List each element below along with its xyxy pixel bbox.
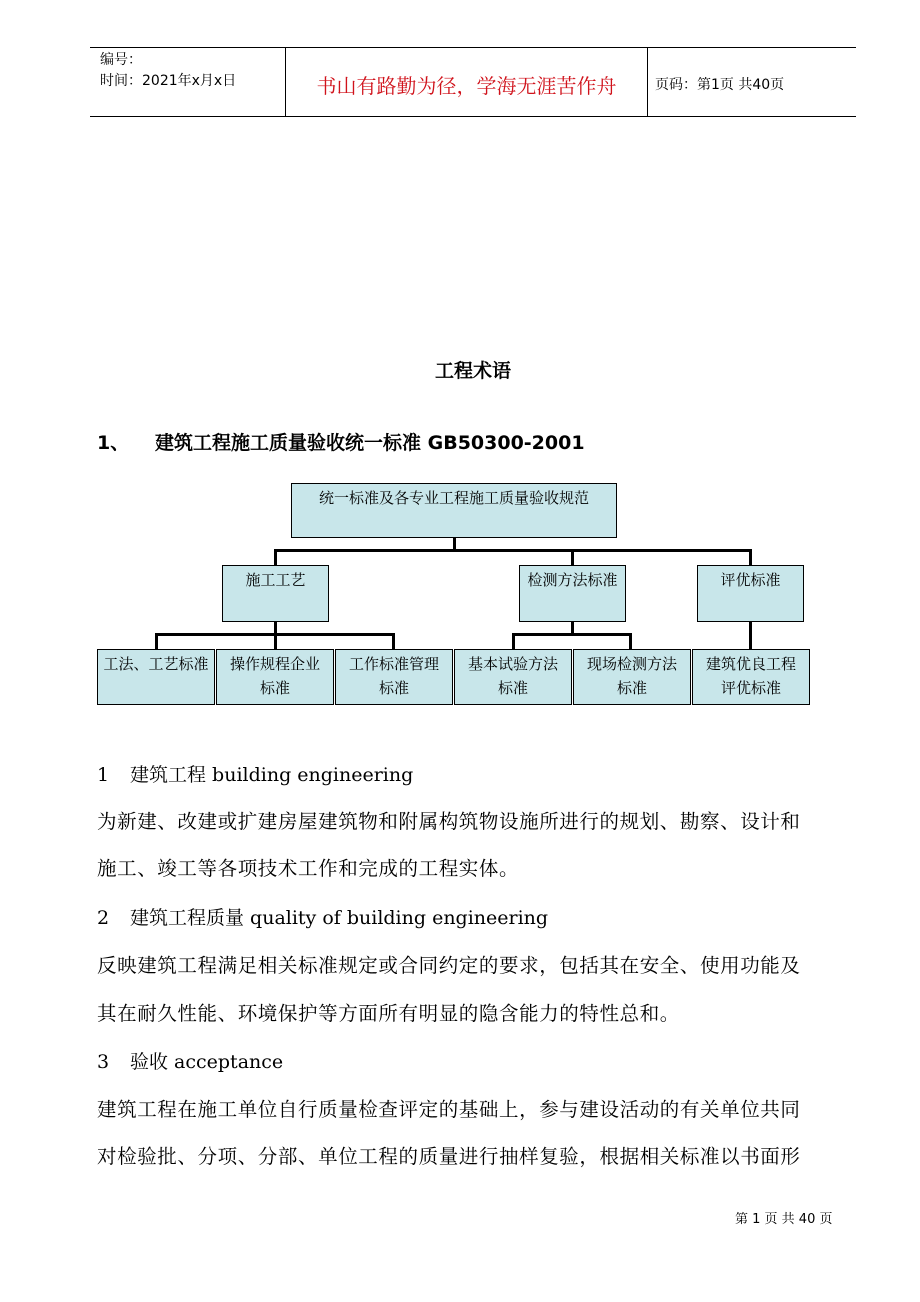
node-label: 基本试验方法 <box>467 655 558 673</box>
term-definition-line: 为新建、改建或扩建房屋建筑物和附属构筑物设施所进行的规划、勘察、设计和 <box>97 810 801 833</box>
node-label: 标准 <box>497 679 528 697</box>
connector <box>512 633 632 636</box>
diagram-root-node <box>291 483 617 538</box>
node-label: 评优标准 <box>720 679 781 697</box>
page-footer: 第 1 页 共 40 页 <box>735 1212 833 1227</box>
term-definition-line: 其在耐久性能、环境保护等方面所有明显的隐含能力的特性总和。 <box>97 1002 680 1025</box>
term-definition-line: 对检验批、分项、分部、单位工程的质量进行抽样复验，根据相关标准以书面形 <box>97 1145 801 1168</box>
node-label: 标准 <box>616 679 647 697</box>
node-label: 标准 <box>378 679 409 697</box>
term-number: 2 <box>97 907 110 929</box>
section-text: 建筑工程施工质量验收统一标准 GB50300-2001 <box>155 432 585 454</box>
diagram-node-method-standard <box>97 649 215 705</box>
node-label: 标准 <box>259 679 290 697</box>
node-label: 建筑优良工程 <box>705 655 796 673</box>
term-title: 建筑工程 building engineering <box>130 764 414 786</box>
term-number: 3 <box>97 1051 110 1073</box>
serial-label: 编号： <box>100 52 142 68</box>
node-label: 工法、工艺标准 <box>103 655 209 673</box>
term-title: 建筑工程质量 quality of building engineering <box>130 907 549 929</box>
header-page-info: 页码：第1页 共40页 <box>655 77 785 93</box>
term-definition-line: 施工、竣工等各项技术工作和完成的工程实体。 <box>97 857 520 880</box>
time-label: 时间：2021年x月x日 <box>100 73 237 89</box>
node-label: 工作标准管理 <box>348 655 439 673</box>
header-bottom-rule <box>90 116 856 117</box>
connector <box>629 633 632 650</box>
term-heading <box>97 1047 283 1074</box>
page-title: 工程术语 <box>434 360 511 382</box>
connector <box>274 633 277 650</box>
term-heading <box>97 903 548 930</box>
term-heading <box>97 760 413 787</box>
term-definition-line: 建筑工程在施工单位自行质量检查评定的基础上，参与建设活动的有关单位共同 <box>97 1098 801 1121</box>
diagram-node-excellence <box>697 565 804 622</box>
term-number: 1 <box>97 764 110 786</box>
diagram-node-basic-test-standard <box>454 649 572 705</box>
node-label: 检测方法标准 <box>527 571 618 589</box>
connector <box>749 549 752 566</box>
connector <box>155 633 158 650</box>
connector <box>571 549 574 566</box>
header-divider <box>647 47 648 116</box>
connector <box>274 549 277 566</box>
term-definition-line: 反映建筑工程满足相关标准规定或合同约定的要求，包括其在安全、使用功能及 <box>97 954 801 977</box>
term-title: 验收 acceptance <box>130 1051 284 1073</box>
header-top-rule <box>90 47 856 48</box>
diagram-node-construction-process <box>222 565 329 622</box>
node-label: 评优标准 <box>720 571 781 589</box>
connector <box>512 633 515 650</box>
diagram-node-field-test-standard <box>573 649 691 705</box>
node-label: 统一标准及各专业工程施工质量验收规范 <box>318 489 589 507</box>
header-motto: 书山有路勤为径，学海无涯苦作舟 <box>316 74 617 98</box>
diagram-node-operation-standard <box>216 649 334 705</box>
diagram-node-excellent-project-standard <box>692 649 810 705</box>
connector <box>274 549 752 552</box>
section-number: 1、 <box>97 432 130 454</box>
node-label: 施工工艺 <box>245 571 306 589</box>
node-label: 现场检测方法 <box>586 655 677 673</box>
connector <box>749 622 752 650</box>
diagram-node-test-method <box>519 565 626 622</box>
header-meta <box>100 50 236 92</box>
connector <box>392 633 395 650</box>
diagram-node-work-management-standard <box>335 649 453 705</box>
section-heading <box>97 428 585 455</box>
node-label: 操作规程企业 <box>229 655 320 673</box>
